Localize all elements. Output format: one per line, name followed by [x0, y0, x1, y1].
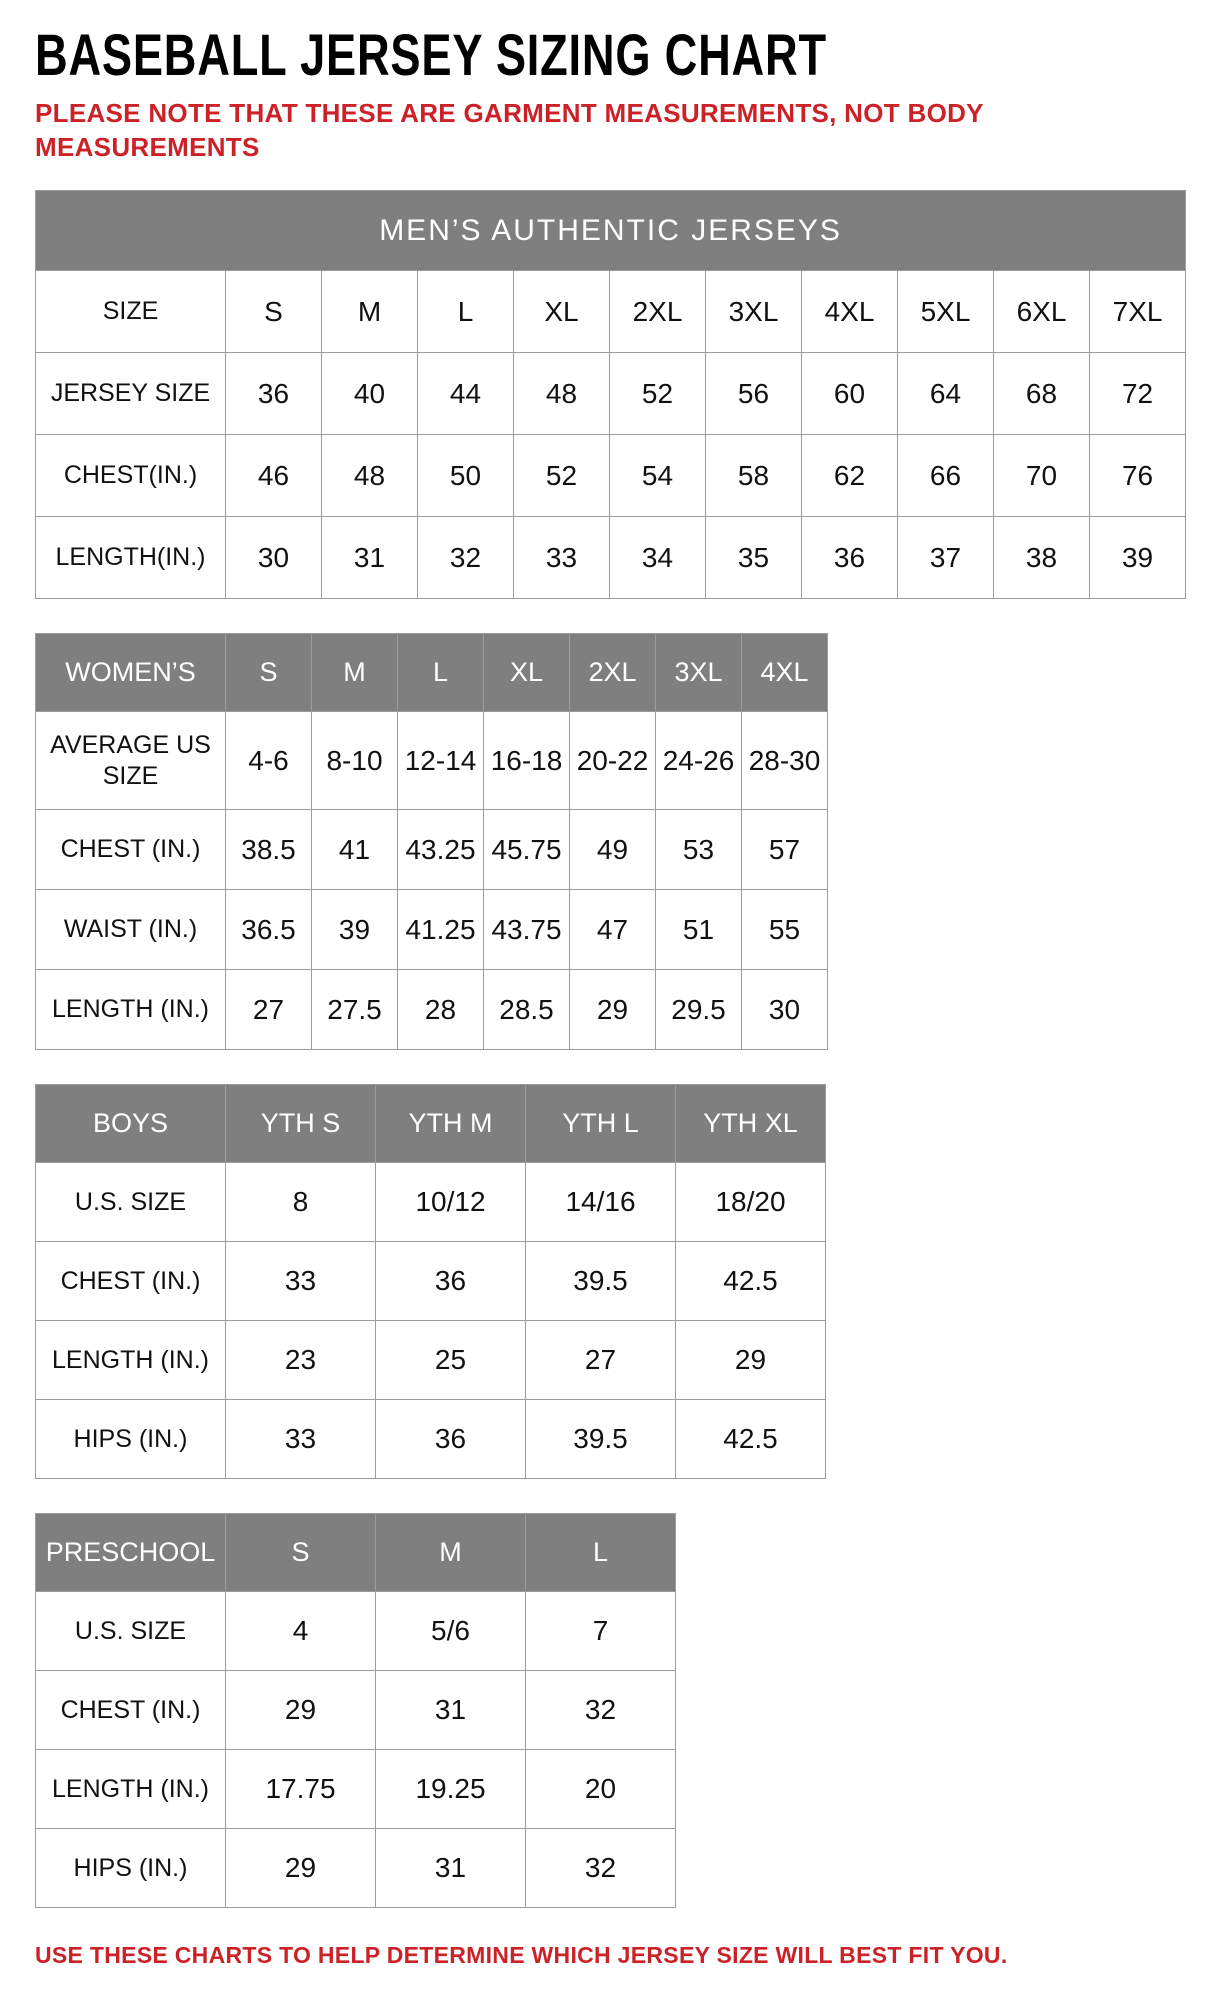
table-cell: 43.75 — [484, 890, 570, 970]
table-row — [36, 1163, 826, 1242]
table-cell: 16-18 — [484, 712, 570, 810]
table-row — [36, 517, 1186, 599]
table-cell: 36.5 — [226, 890, 312, 970]
table-cell: 51 — [656, 890, 742, 970]
table-row — [36, 1321, 826, 1400]
table-cell: 7XL — [1090, 271, 1186, 353]
table-cell: 40 — [322, 353, 418, 435]
table-cell: 55 — [742, 890, 828, 970]
column-header: 3XL — [656, 634, 742, 712]
table-cell: 28 — [398, 970, 484, 1050]
row-label: U.S. SIZE — [36, 1592, 226, 1671]
table-cell: 7 — [526, 1592, 676, 1671]
preschool-sizing-table — [35, 1513, 676, 1908]
row-label: CHEST (IN.) — [36, 1671, 226, 1750]
column-header: S — [226, 1514, 376, 1592]
column-header: 2XL — [570, 634, 656, 712]
table-cell: 20 — [526, 1750, 676, 1829]
table-cell: 44 — [418, 353, 514, 435]
table-row — [36, 435, 1186, 517]
table-row — [36, 271, 1186, 353]
mens-title-row — [36, 191, 1186, 271]
page-title-text: BASEBALL JERSEY SIZING CHART — [35, 23, 827, 88]
table-cell: XL — [514, 271, 610, 353]
row-label: CHEST (IN.) — [36, 810, 226, 890]
table-cell: 45.75 — [484, 810, 570, 890]
table-cell: 33 — [226, 1400, 376, 1479]
table-cell: 52 — [514, 435, 610, 517]
boys-header-row — [36, 1085, 826, 1163]
table-cell: 60 — [802, 353, 898, 435]
table-cell: 52 — [610, 353, 706, 435]
table-cell: 20-22 — [570, 712, 656, 810]
table-cell: 18/20 — [676, 1163, 826, 1242]
boys-sizing-table — [35, 1084, 826, 1479]
column-header: XL — [484, 634, 570, 712]
boys-header-label: BOYS — [36, 1085, 226, 1163]
table-cell: 49 — [570, 810, 656, 890]
fit-advice-note: USE THESE CHARTS TO HELP DETERMINE WHICH JERSEY SIZE WILL BEST FIT YOU. — [35, 1942, 1008, 1969]
row-label: SIZE — [36, 271, 226, 353]
table-cell: 32 — [526, 1829, 676, 1908]
table-cell: 12-14 — [398, 712, 484, 810]
table-cell: 32 — [418, 517, 514, 599]
table-cell: 76 — [1090, 435, 1186, 517]
page-title — [35, 23, 1185, 88]
table-cell: 68 — [994, 353, 1090, 435]
table-cell: 5XL — [898, 271, 994, 353]
womens-sizing-table — [35, 633, 828, 1050]
table-cell: 29 — [226, 1829, 376, 1908]
column-header: YTH M — [376, 1085, 526, 1163]
column-header: S — [226, 634, 312, 712]
table-cell: 62 — [802, 435, 898, 517]
table-cell: 29.5 — [656, 970, 742, 1050]
table-cell: 3XL — [706, 271, 802, 353]
table-cell: 27 — [226, 970, 312, 1050]
table-cell: 41.25 — [398, 890, 484, 970]
row-label: HIPS (IN.) — [36, 1829, 226, 1908]
table-cell: 32 — [526, 1671, 676, 1750]
table-cell: 29 — [570, 970, 656, 1050]
column-header: YTH S — [226, 1085, 376, 1163]
column-header: M — [376, 1514, 526, 1592]
row-label: LENGTH(IN.) — [36, 517, 226, 599]
table-cell: 33 — [226, 1242, 376, 1321]
table-cell: 56 — [706, 353, 802, 435]
garment-measurement-note: PLEASE NOTE THAT THESE ARE GARMENT MEASUREMENTS, NOT BODY MEASUREMENTS — [35, 97, 984, 162]
table-cell: 47 — [570, 890, 656, 970]
table-row — [36, 890, 828, 970]
row-label: LENGTH (IN.) — [36, 1750, 226, 1829]
table-cell: 23 — [226, 1321, 376, 1400]
table-cell: 4XL — [802, 271, 898, 353]
table-cell: 36 — [376, 1400, 526, 1479]
table-row — [36, 1829, 676, 1908]
row-label: LENGTH (IN.) — [36, 970, 226, 1050]
column-header: L — [398, 634, 484, 712]
column-header: YTH L — [526, 1085, 676, 1163]
table-cell: 8 — [226, 1163, 376, 1242]
table-cell: 14/16 — [526, 1163, 676, 1242]
table-cell: 48 — [514, 353, 610, 435]
table-cell: 36 — [226, 353, 322, 435]
column-header: YTH XL — [676, 1085, 826, 1163]
table-cell: 4-6 — [226, 712, 312, 810]
table-cell: 24-26 — [656, 712, 742, 810]
table-cell: 10/12 — [376, 1163, 526, 1242]
row-label: U.S. SIZE — [36, 1163, 226, 1242]
table-row — [36, 1750, 676, 1829]
table-cell: 5/6 — [376, 1592, 526, 1671]
table-cell: 29 — [676, 1321, 826, 1400]
table-cell: 39.5 — [526, 1242, 676, 1321]
table-cell: 27.5 — [312, 970, 398, 1050]
table-cell: 4 — [226, 1592, 376, 1671]
table-row — [36, 970, 828, 1050]
table-cell: L — [418, 271, 514, 353]
column-header: L — [526, 1514, 676, 1592]
table-cell: 39 — [312, 890, 398, 970]
preschool-header-label: PRESCHOOL — [36, 1514, 226, 1592]
table-cell: 48 — [322, 435, 418, 517]
table-cell: 70 — [994, 435, 1090, 517]
table-cell: 39.5 — [526, 1400, 676, 1479]
table-row — [36, 1400, 826, 1479]
mens-sizing-table — [35, 190, 1186, 599]
table-cell: 36 — [802, 517, 898, 599]
table-cell: 29 — [226, 1671, 376, 1750]
row-label: WAIST (IN.) — [36, 890, 226, 970]
table-cell: 8-10 — [312, 712, 398, 810]
table-cell: S — [226, 271, 322, 353]
table-cell: 57 — [742, 810, 828, 890]
table-cell: 54 — [610, 435, 706, 517]
table-row — [36, 1242, 826, 1321]
womens-header-row — [36, 634, 828, 712]
table-cell: 46 — [226, 435, 322, 517]
table-cell: 28-30 — [742, 712, 828, 810]
table-cell: 37 — [898, 517, 994, 599]
row-label: LENGTH (IN.) — [36, 1321, 226, 1400]
table-cell: 27 — [526, 1321, 676, 1400]
table-cell: 66 — [898, 435, 994, 517]
mens-table-title: MEN’S AUTHENTIC JERSEYS — [36, 191, 1186, 271]
table-cell: 19.25 — [376, 1750, 526, 1829]
table-cell: 30 — [742, 970, 828, 1050]
table-cell: 36 — [376, 1242, 526, 1321]
table-cell: 30 — [226, 517, 322, 599]
table-cell: 31 — [376, 1829, 526, 1908]
table-cell: 31 — [376, 1671, 526, 1750]
table-row — [36, 712, 828, 810]
table-cell: 31 — [322, 517, 418, 599]
table-cell: 72 — [1090, 353, 1186, 435]
row-label: CHEST (IN.) — [36, 1242, 226, 1321]
table-cell: 42.5 — [676, 1400, 826, 1479]
table-row — [36, 353, 1186, 435]
row-label: HIPS (IN.) — [36, 1400, 226, 1479]
table-cell: 35 — [706, 517, 802, 599]
table-cell: 42.5 — [676, 1242, 826, 1321]
womens-header-label: WOMEN’S — [36, 634, 226, 712]
preschool-header-row — [36, 1514, 676, 1592]
table-row — [36, 1671, 676, 1750]
table-cell: 50 — [418, 435, 514, 517]
table-row — [36, 1592, 676, 1671]
table-cell: 53 — [656, 810, 742, 890]
table-cell: 34 — [610, 517, 706, 599]
table-cell: 38.5 — [226, 810, 312, 890]
table-cell: 39 — [1090, 517, 1186, 599]
column-header: M — [312, 634, 398, 712]
table-cell: 64 — [898, 353, 994, 435]
table-cell: 33 — [514, 517, 610, 599]
row-label: JERSEY SIZE — [36, 353, 226, 435]
row-label: AVERAGE US SIZE — [36, 712, 226, 810]
table-cell: 17.75 — [226, 1750, 376, 1829]
table-cell: 43.25 — [398, 810, 484, 890]
table-cell: 58 — [706, 435, 802, 517]
table-cell: 41 — [312, 810, 398, 890]
table-cell: 2XL — [610, 271, 706, 353]
column-header: 4XL — [742, 634, 828, 712]
table-cell: M — [322, 271, 418, 353]
table-cell: 38 — [994, 517, 1090, 599]
row-label: CHEST(IN.) — [36, 435, 226, 517]
table-cell: 25 — [376, 1321, 526, 1400]
table-cell: 6XL — [994, 271, 1090, 353]
table-cell: 28.5 — [484, 970, 570, 1050]
table-row — [36, 810, 828, 890]
